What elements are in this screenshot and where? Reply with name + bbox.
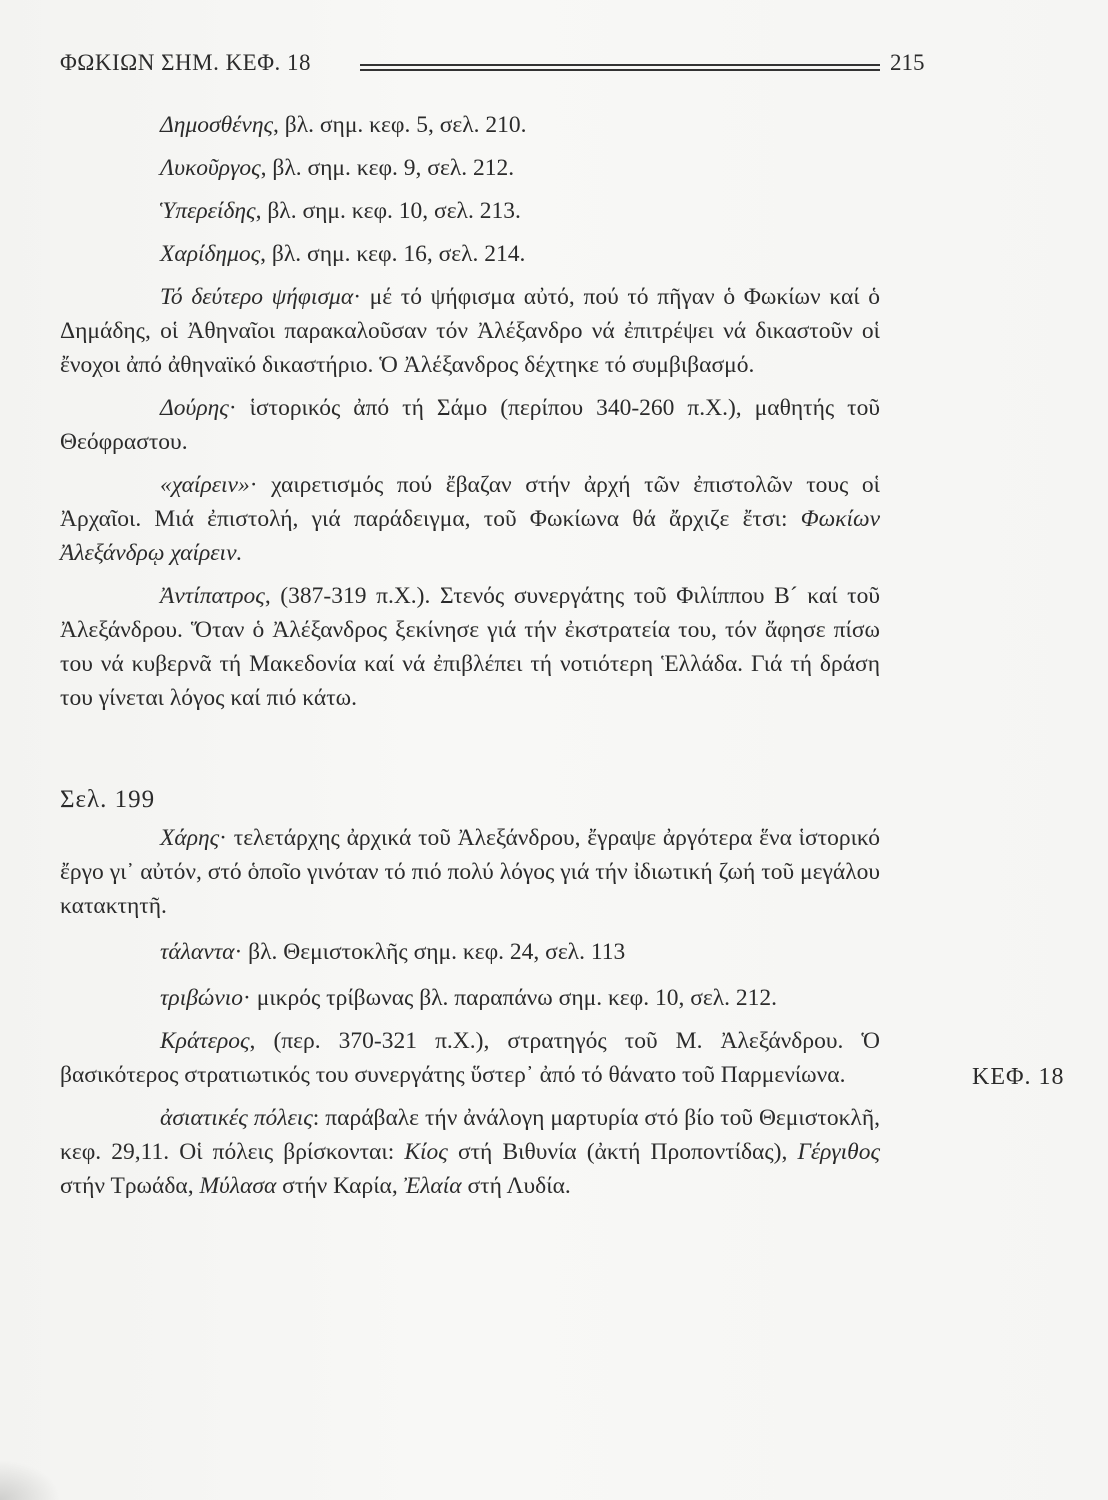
entry-term: Λυκοῦργος	[160, 155, 261, 181]
entry-text: , (387-319 π.Χ.). Στενός συνεργάτης τοῦ Φιλίππου Β´ καί τοῦ Ἀλεξάνδρου. Ὅταν ὁ Ἀλέξανδρος ξεκίνησε γιά τήν ἐκστρατεία του, τόν ἄφησε πίσω του νά κυβερνᾶ τή Μακεδονία καί νά ἐπιβλέπει τή νοτιότερη Ἑλλάδα. Γιά τή δράση του γίνεται λόγος καί πιό κάτω.	[60, 583, 880, 711]
entry-text: · βλ. Θεμιστοκλῆς σημ. κεφ. 24, σελ. 113	[234, 939, 626, 965]
entry-text: , βλ. σημ. κεφ. 9, σελ. 212.	[260, 155, 515, 181]
entry-talanta	[60, 935, 880, 969]
entry-krateros	[60, 1024, 880, 1092]
entry-term: Ὑπερείδης	[160, 198, 256, 224]
entry-text: · χαιρετισμός πού ἔβαζαν στήν ἀρχή τῶν ἐπιστολῶν τους οἱ Ἀρχαῖοι. Μιά ἐπιστολή, γιά παράδειγμα, τοῦ Φωκίωνα θά ἄρχιζε ἔτσι:	[60, 472, 880, 532]
page-header	[60, 50, 925, 90]
entry-text: , βλ. σημ. κεφ. 16, σελ. 214.	[260, 241, 526, 267]
entry-charidemos	[60, 237, 880, 271]
entry-text: στή Λυδία.	[461, 1173, 571, 1199]
entry-chares	[60, 821, 880, 923]
city-elaia: Ἐλαία	[403, 1173, 462, 1199]
entry-hypereides	[60, 194, 880, 228]
entry-text: · τελετάρχης ἀρχικά τοῦ Ἀλεξάνδρου, ἔγραψε ἀργότερα ἕνα ἱστορικό ἔργο γι᾿ αὐτόν, στό ὁποῖο γινόταν τό πιό πολύ λόγος γιά τήν ἰδιωτική ζωή τοῦ μεγάλου κατακτητῆ.	[60, 825, 880, 919]
margin-note: ΚΕΦ. 18	[972, 1064, 1065, 1090]
entry-trivonio	[60, 981, 880, 1015]
header-double-rule	[360, 64, 880, 71]
entry-asian-cities	[60, 1101, 880, 1203]
entry-second-decree	[60, 280, 880, 382]
entry-term: Ἀντίπατρος	[160, 583, 265, 609]
entry-term: Τό δεύτερο ψήφισμα	[160, 284, 354, 310]
entry-demosthenes	[60, 108, 880, 142]
entry-term: Δημοσθένης	[160, 112, 274, 138]
entry-text: στήν Τρωάδα,	[60, 1173, 200, 1199]
entry-text: · ἱστορικός ἀπό τή Σάμο (περίπου 340-260 π.Χ.), μαθητής τοῦ Θεόφραστου.	[60, 395, 880, 455]
entry-text: , βλ. σημ. κεφ. 5, σελ. 210.	[273, 112, 527, 138]
entry-term: «χαίρειν»	[160, 472, 250, 498]
entry-term: Δούρης	[160, 395, 229, 421]
entry-text: · μικρός τρίβωνας βλ. παραπάνω σημ. κεφ. 10, σελ. 212.	[243, 985, 778, 1011]
entry-example-greeting: Φωκίων Ἀλεξάνδρῳ χαίρειν.	[60, 506, 880, 566]
entry-text: στή Βιθυνία (ἀκτή Προποντίδας),	[447, 1139, 798, 1165]
page-number: 215	[890, 50, 925, 75]
running-head: ΦΩΚΙΩΝ ΣΗΜ. ΚΕΦ. 18	[60, 50, 312, 75]
city-gergithos: Γέργιθος	[797, 1139, 881, 1165]
entry-term: Κράτερος	[160, 1028, 250, 1054]
page-content	[60, 108, 880, 1203]
entry-text: , (περ. 370-321 π.Χ.), στρατηγός τοῦ Μ. Ἀλεξάνδρου. Ὁ βασικότερος στρατιωτικός του συνεργάτης ὕστερ᾿ ἀπό τό θάνατο τοῦ Παρμενίωνα.	[60, 1028, 880, 1088]
city-mylasa: Μύλασα	[199, 1173, 277, 1199]
entry-text: : παράβαλε τήν ἀνάλογη μαρτυρία στό βίο τοῦ Θεμιστοκλῆ, κεφ. 29,11. Οἱ πόλεις βρίσκονται:	[60, 1105, 880, 1165]
entry-term: τάλαντα	[160, 939, 235, 965]
entry-term: Χαρίδημος	[160, 241, 261, 267]
entry-antipatros	[60, 579, 880, 715]
entry-text: στήν Καρία,	[276, 1173, 404, 1199]
entry-chairein	[60, 468, 880, 570]
entry-douris	[60, 391, 880, 459]
entry-term: ἀσιατικές πόλεις	[160, 1105, 313, 1131]
section-heading: Σελ. 199	[60, 786, 156, 813]
entry-text: · μέ τό ψήφισμα αὐτό, πού τό πῆγαν ὁ Φωκίων καί ὁ Δημάδης, οἱ Ἀθηναῖοι παρακαλοῦσαν τόν Ἀλέξανδρο νά ἐπιτρέψει νά δικαστοῦν οἱ ἔνοχοι ἀπό ἀθηναϊκό δικαστήριο. Ὁ Ἀλέξανδρος δέχτηκε τό συμβιβασμό.	[60, 284, 880, 378]
entry-term: τριβώνιο	[160, 985, 244, 1011]
entry-lykourgos	[60, 151, 880, 185]
entry-term: Χάρης	[160, 825, 220, 851]
entry-text: , βλ. σημ. κεφ. 10, σελ. 213.	[255, 198, 521, 224]
page-corner-shadow	[0, 1460, 60, 1500]
city-kios: Κίος	[404, 1139, 448, 1165]
